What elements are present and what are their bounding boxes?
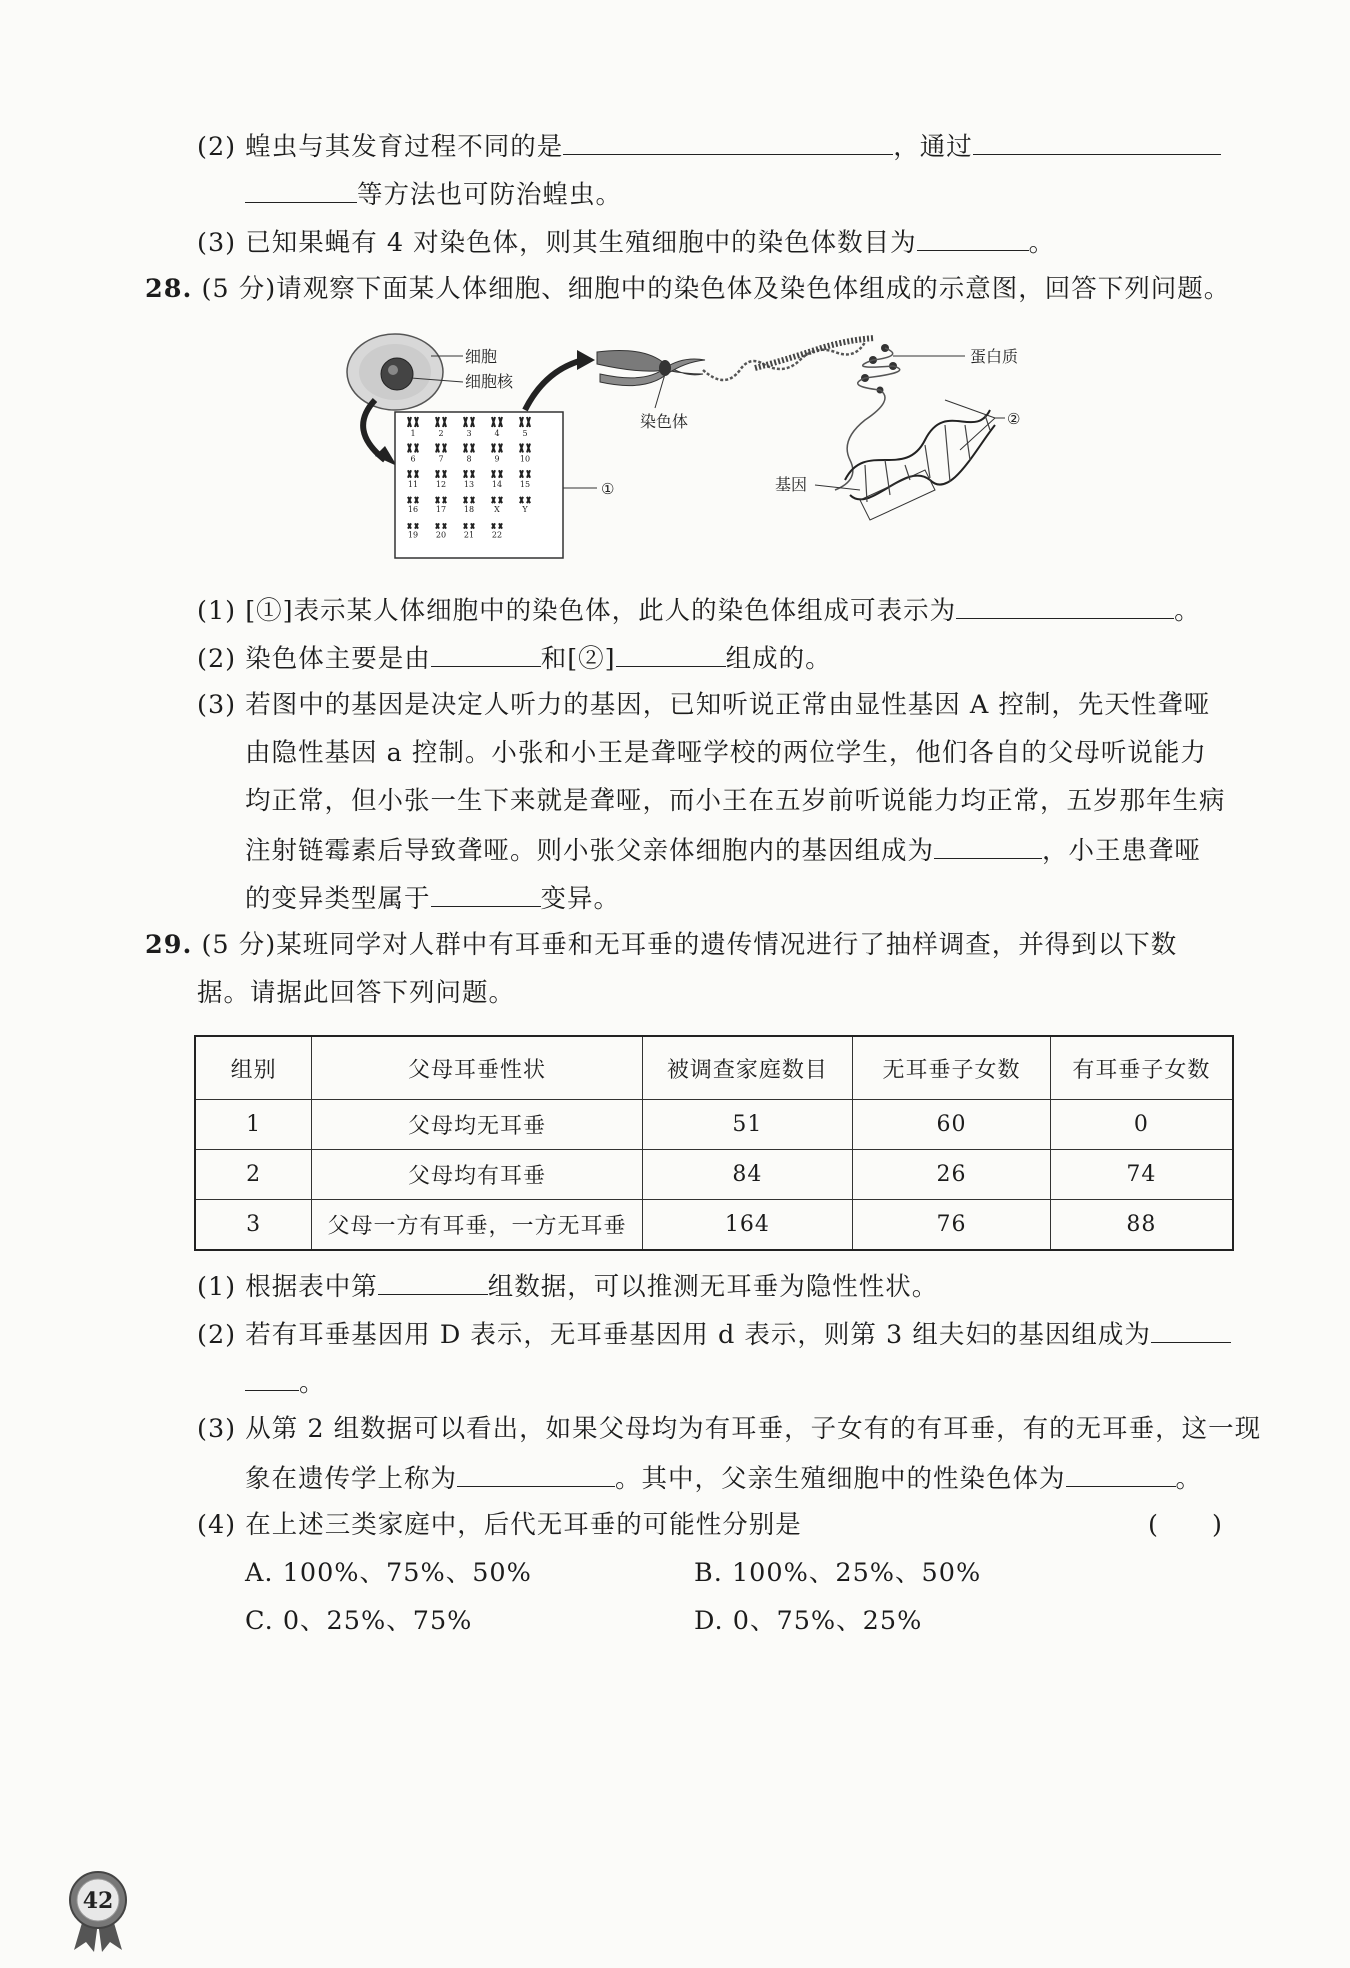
dna-fiber: [835, 348, 900, 490]
q27-sub3-end: 。: [1028, 228, 1056, 258]
q28-stem-line: [145, 272, 1230, 306]
q28-sub2-text-a: (2) 染色体主要是由: [197, 644, 431, 674]
table-cell: 26: [853, 1150, 1051, 1200]
q29-sub3-line2: [245, 1460, 1202, 1496]
chromosome-label: 染色体: [640, 412, 689, 431]
q28-sub3-blank-1[interactable]: [934, 832, 1042, 859]
cell-icon: [347, 334, 443, 410]
q27-sub2-text-b: ，通过: [893, 132, 973, 162]
q29-sub2-blank-2[interactable]: [245, 1364, 299, 1391]
mark2-label: ②: [1007, 410, 1021, 428]
q28-sub2-text-b: 和[②]: [540, 644, 616, 674]
q29-stem-line1: [145, 928, 1177, 962]
q28-sub3-text-4a: 注射链霉素后导致聋哑。则小张父亲体细胞内的基因组成为: [245, 836, 935, 866]
table-cell: 1: [195, 1100, 312, 1150]
earlobe-data-table: [194, 1035, 1234, 1251]
table-cell: 父母均无耳垂: [312, 1100, 642, 1150]
q29-sub2-blank-1[interactable]: [1151, 1316, 1231, 1343]
table-cell: 2: [195, 1150, 312, 1200]
karyotype-number-label: 7: [438, 454, 444, 464]
q28-sub1-text: (1) [①]表示某人体细胞中的染色体，此人的染色体组成可表示为: [197, 596, 957, 626]
q29-sub2-text: (2) 若有耳垂基因用 D 表示，无耳垂基因用 d 表示，则第 3 组夫妇的基因组成为: [197, 1320, 1151, 1350]
q29-sub3-blank-1[interactable]: [457, 1460, 615, 1487]
q28-sub3-line1: (3) 若图中的基因是决定人听力的基因，已知听说正常由显性基因 A 控制，先天性聋哑: [197, 690, 1211, 720]
q29-sub4-line: (4) 在上述三类家庭中，后代无耳垂的可能性分别是: [197, 1510, 802, 1540]
table-cell: 父母均有耳垂: [312, 1150, 642, 1200]
table-cell: 74: [1050, 1150, 1233, 1200]
karyotype-number-label: 10: [519, 454, 531, 464]
q27-sub3-line: [197, 224, 1055, 260]
nucleus-label: 细胞核: [465, 372, 514, 391]
chromosome-icon: [597, 351, 705, 386]
karyotype-number-label: 15: [519, 479, 531, 489]
table-cell: 164: [642, 1200, 853, 1251]
table-header-row: [195, 1036, 1233, 1100]
q28-sub1-blank[interactable]: [956, 592, 1174, 619]
table-cell: 51: [642, 1100, 853, 1150]
karyotype-number-label: 19: [407, 530, 419, 540]
q29-sub1-blank[interactable]: [378, 1268, 488, 1295]
q27-sub2-line2: [245, 176, 622, 212]
page-number-badge: [66, 1870, 130, 1952]
table-cell: 76: [853, 1200, 1051, 1251]
cell-label: 细胞: [465, 347, 498, 366]
karyotype-number-label: 12: [435, 479, 447, 489]
q29-sub3-text-b: 。其中，父亲生殖细胞中的性染色体为: [615, 1464, 1066, 1494]
q28-sub3-line3: 均正常，但小张一生下来就是聋哑，而小王在五岁前听说能力均正常，五岁那年生病: [245, 786, 1226, 816]
arrow-to-chromosome: [525, 360, 583, 410]
karyotype-number-label: 3: [466, 429, 472, 438]
karyotype-number-label: 5: [522, 429, 528, 438]
karyotype-number-label: 20: [435, 530, 447, 540]
q28-stem: (5 分)请观察下面某人体细胞、细胞中的染色体及染色体组成的示意图，回答下列问题。: [201, 274, 1231, 304]
table-header-cell: 组别: [195, 1036, 312, 1100]
page-number: 42: [82, 1888, 114, 1914]
q28-sub3-line2: 由隐性基因 a 控制。小张和小王是聋哑学校的两位学生，他们各自的父母听说能力: [245, 738, 1207, 768]
cell-chromosome-diagram: [345, 330, 1045, 570]
mark1-label: ①: [601, 480, 615, 498]
q28-sub2-blank-1[interactable]: [431, 640, 541, 667]
q29-sub1-text-b: 组数据，可以推测无耳垂为隐性性状。: [487, 1272, 939, 1302]
q29-sub3-line1: (3) 从第 2 组数据可以看出，如果父母均为有耳垂，子女有的有耳垂，有的无耳垂，这一现: [197, 1414, 1262, 1444]
mark2-leader-a: [945, 400, 995, 418]
table-row: [195, 1100, 1233, 1150]
q28-sub3-blank-2[interactable]: [431, 880, 541, 907]
karyotype-number-label: 2: [438, 429, 444, 438]
q29-sub1-text-a: (1) 根据表中第: [197, 1272, 378, 1302]
q28-sub2-blank-2[interactable]: [616, 640, 726, 667]
q29-sub2-line2: [245, 1364, 326, 1400]
q27-sub2-text-a: (2) 蝗虫与其发育过程不同的是: [197, 132, 564, 162]
q28-sub3-text-4b: ，小王患聋哑: [1042, 836, 1202, 866]
karyotype-number-label: 9: [494, 454, 500, 464]
q27-sub2-blank-3[interactable]: [245, 176, 357, 203]
q29-option-c[interactable]: C. 0、25%、75%: [245, 1606, 473, 1636]
karyotype-number-label: 17: [435, 505, 447, 515]
q29-stem-1: (5 分)某班同学对人群中有耳垂和无耳垂的遗传情况进行了抽样调查，并得到以下数: [201, 930, 1178, 960]
q28-sub2-text-c: 组成的。: [725, 644, 832, 674]
table-header-cell: 被调查家庭数目: [642, 1036, 853, 1100]
karyotype-number-label: X: [494, 505, 500, 515]
q27-sub2-line1: [197, 128, 1221, 164]
q28-sub3-text-5b: 变异。: [540, 884, 621, 914]
q29-sub4-answer-paren[interactable]: ( ): [1148, 1510, 1223, 1540]
q29-sub2-end: 。: [299, 1368, 326, 1398]
karyotype-number-label: 11: [407, 479, 419, 489]
q28-sub3-line5: [245, 880, 620, 916]
karyotype-number-label: 18: [463, 505, 475, 515]
protein-label: 蛋白质: [970, 347, 1019, 366]
q29-sub3-blank-2[interactable]: [1066, 1460, 1176, 1487]
karyotype-box: [395, 412, 563, 558]
q29-option-d[interactable]: D. 0、75%、25%: [694, 1606, 923, 1636]
karyotype-number-label: Y: [522, 505, 528, 515]
q28-number: 28.: [145, 274, 193, 304]
q28-sub3-line4: [245, 832, 1201, 868]
q29-sub1-line: [197, 1268, 938, 1304]
q27-sub3-blank[interactable]: [917, 224, 1029, 251]
q27-sub2-text-c: 等方法也可防治蝗虫。: [357, 180, 623, 210]
q27-sub2-blank-2[interactable]: [973, 128, 1221, 155]
karyotype-number-label: 16: [407, 505, 419, 515]
table-cell: 0: [1050, 1100, 1233, 1150]
karyotype-number-label: 6: [410, 454, 416, 464]
karyotype-number-label: 13: [463, 479, 475, 489]
karyotype-number-label: 21: [463, 530, 475, 540]
coiled-fiber: [755, 338, 875, 368]
arrow-to-karyotype-head: [375, 446, 397, 466]
q29-sub2-line1: [197, 1316, 1231, 1352]
q29-sub3-text-c: 。: [1175, 1464, 1203, 1494]
table-header-cell: 无耳垂子女数: [853, 1036, 1051, 1100]
q28-sub3-text-5a: 的变异类型属于: [245, 884, 431, 914]
table-cell: 88: [1050, 1200, 1233, 1251]
arrow-to-chromosome-head: [577, 350, 595, 370]
table-header-cell: 有耳垂子女数: [1050, 1036, 1233, 1100]
q29-sub3-text-a: 象在遗传学上称为: [245, 1464, 458, 1494]
table-cell: 3: [195, 1200, 312, 1251]
q29-number: 29.: [145, 930, 193, 960]
karyotype-number-label: 1: [410, 429, 416, 438]
gene-label: 基因: [775, 475, 808, 494]
q28-sub1-end: 。: [1174, 596, 1201, 626]
dna-helix-icon: [845, 410, 995, 502]
table-cell: 60: [853, 1100, 1051, 1150]
karyotype-number-label: 22: [491, 530, 503, 540]
table-row: [195, 1150, 1233, 1200]
q29-option-a[interactable]: A. 100%、75%、50%: [245, 1558, 532, 1588]
q27-sub3-text: (3) 已知果蝇有 4 对染色体，则其生殖细胞中的染色体数目为: [197, 228, 917, 258]
table-cell: 84: [642, 1150, 853, 1200]
q29-option-b[interactable]: B. 100%、25%、50%: [694, 1558, 982, 1588]
karyotype-number-label: 4: [494, 429, 500, 438]
q28-sub2-line: [197, 640, 832, 676]
karyotype-number-label: 14: [491, 479, 503, 489]
karyotype-number-label: 8: [466, 454, 472, 464]
q29-stem-line2: 据。请据此回答下列问题。: [197, 978, 516, 1008]
q27-sub2-blank-1[interactable]: [563, 128, 893, 155]
table-header-cell: 父母耳垂性状: [312, 1036, 642, 1100]
q28-sub1-line: [197, 592, 1201, 628]
table-cell: 父母一方有耳垂，一方无耳垂: [312, 1200, 642, 1251]
table-row: [195, 1200, 1233, 1251]
